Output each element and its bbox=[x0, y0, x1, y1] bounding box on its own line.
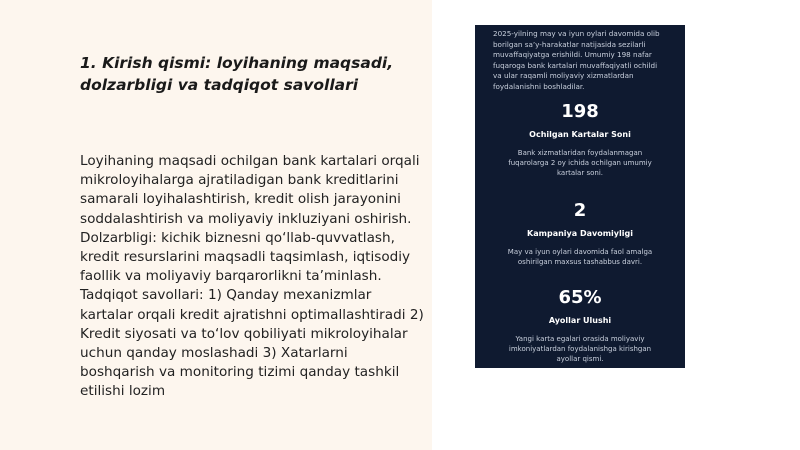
stat-description: Bank xizmatlaridan foydalanmagan fuqarolarga 2 oy ichida ochilgan umumiy kartalar soni. bbox=[508, 149, 652, 178]
stat-value: 2 bbox=[573, 200, 587, 221]
slide-title: 1. Kirish qismi: loyihaning maqsadi, dolzarbligi va tadqiqot savollari bbox=[80, 54, 394, 94]
stat-cards-opened bbox=[493, 101, 667, 179]
stat-label: Kampaniya Davomiyligi bbox=[527, 229, 633, 238]
slide-body-text: Loyihaning maqsadi ochilgan bank kartalari orqali mikroloyihalarga ajratiladigan bank kreditlarini samarali loyihalashtirish, kredit olish jarayonini soddalashtirish va moliyaviy inkluziyani oshirish. Dolzarbligi: kichik biznesni qo‘llab-quvvatlash, kredit resurslarini maqsadli taqsimlash, iqtisodiy faollik va moliyaviy barqarorlikni ta’minlash. Tadqiqot savollari: 1) Qanday mexanizmlar kartalar orqali kredit ajratishni optimallashtiradi 2) Kredit siyosati va to‘lov qobiliyati mikroloyihalar uchun qanday moslashadi 3) Xatarlarni boshqarish va monitoring tizimi qanday tashkil etilishi lozim bbox=[80, 153, 424, 400]
stat-description: May va iyun oylari davomida faol amalga oshirilgan maxsus tashabbus davri. bbox=[507, 248, 653, 267]
stat-value: 65% bbox=[558, 287, 602, 308]
stat-women-share bbox=[493, 287, 667, 365]
card-intro-text: 2025-yilning may va iyun oylari davomida olib borilgan sa’y-harakatlar natijasida sezilarli muvaffaqiyatga erishildi. Umumiy 198 nafar fuqaroga bank kartalari muvaffaqiyatli ochildi va ular raqamli moliyaviy xizmatlardan foydalanishni boshladilar. bbox=[493, 29, 660, 91]
stat-label: Ayollar Ulushi bbox=[548, 316, 612, 325]
stat-value: 198 bbox=[561, 101, 599, 122]
stat-label: Ochilgan Kartalar Soni bbox=[529, 130, 631, 139]
stat-campaign-duration bbox=[493, 200, 667, 267]
stats-card bbox=[475, 25, 685, 368]
stat-description: Yangi karta egalari orasida moliyaviy imkoniyatlardan foydalanishga kirishgan ayollar qismi. bbox=[508, 335, 652, 364]
